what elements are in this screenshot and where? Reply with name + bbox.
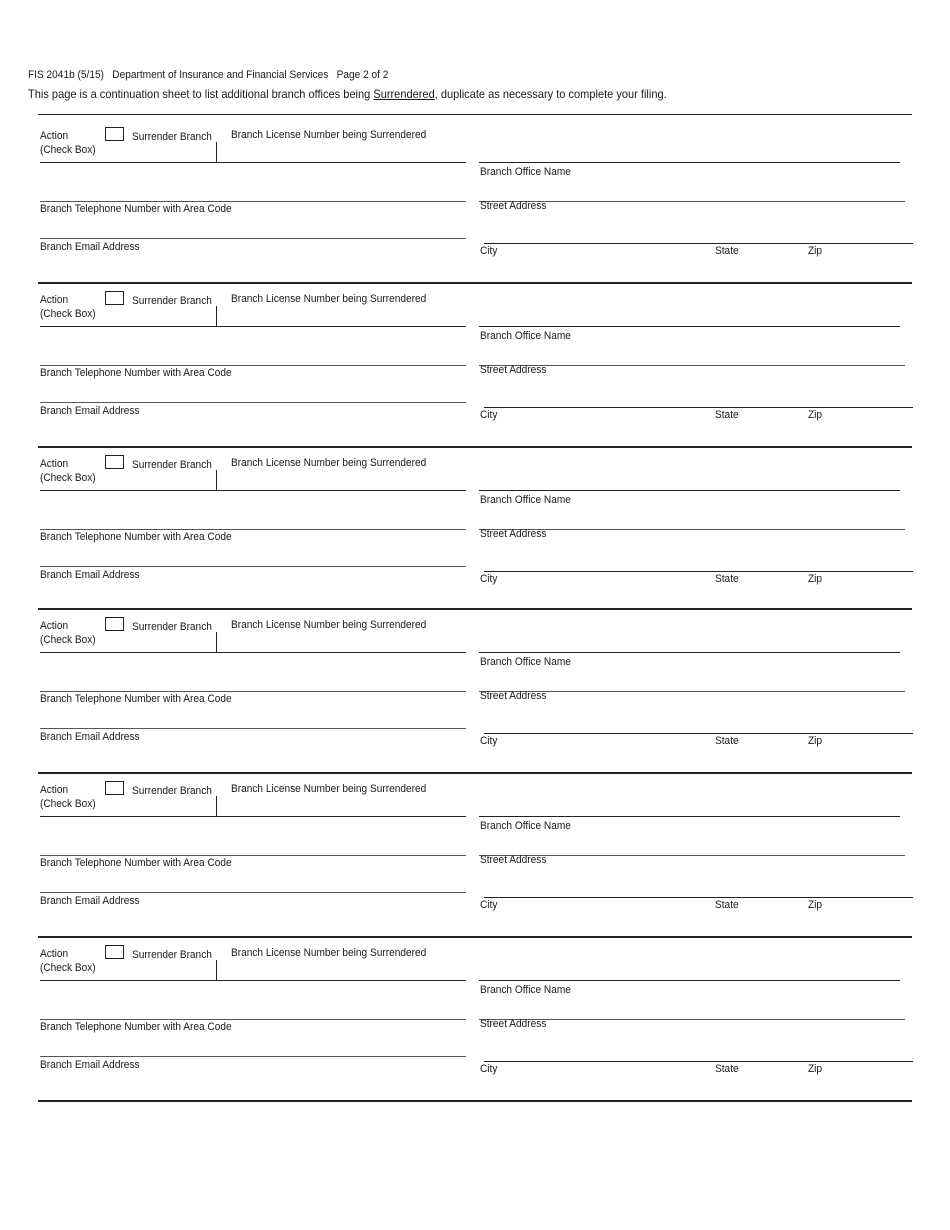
zip-field[interactable] [808, 572, 908, 592]
action-row-underline [40, 816, 466, 817]
city-label: City [480, 735, 498, 747]
action-row-underline [40, 980, 466, 981]
license-number-field[interactable] [220, 306, 465, 326]
action-label: Action [40, 294, 69, 306]
state-field[interactable] [715, 898, 803, 918]
branch-office-name-label: Branch Office Name [480, 494, 571, 506]
street-address-label: Street Address [480, 854, 547, 866]
surrender-branch-checkbox[interactable] [105, 781, 124, 795]
license-number-label: Branch License Number being Surrendered [231, 619, 427, 631]
street-address-field-top[interactable] [480, 670, 905, 690]
street-address-field-top[interactable] [480, 180, 905, 200]
surrender-branch-checkbox[interactable] [105, 291, 124, 305]
action-label: Action [40, 784, 69, 796]
branch-office-name-field[interactable] [480, 468, 900, 490]
zip-field[interactable] [808, 734, 908, 754]
zip-label: Zip [808, 899, 823, 911]
state-label: State [715, 245, 739, 257]
city-field[interactable] [480, 1062, 710, 1082]
surrender-branch-label: Surrender Branch [132, 785, 212, 797]
surrender-branch-checkbox[interactable] [105, 127, 124, 141]
state-label: State [715, 1063, 739, 1075]
branch-office-name-label: Branch Office Name [480, 166, 571, 178]
instruction-text-end: , duplicate as necessary to complete your filing. [434, 87, 667, 101]
license-field-divider [216, 960, 217, 981]
instruction-emphasis: Surrendered [373, 87, 435, 101]
city-label: City [480, 1063, 498, 1075]
license-number-field[interactable] [220, 142, 465, 162]
branch-office-name-field[interactable] [480, 630, 900, 652]
street-address-field[interactable] [484, 706, 912, 730]
license-field-divider [216, 796, 217, 817]
branch-office-name-field[interactable] [480, 958, 900, 980]
check-box-label: (Check Box) [40, 144, 96, 156]
action-row-underline [40, 490, 466, 491]
surrender-branch-label: Surrender Branch [132, 621, 212, 633]
email-line [40, 402, 466, 403]
branch-email-label: Branch Email Address [40, 1059, 140, 1071]
action-label: Action [40, 130, 69, 142]
branch-telephone-label: Branch Telephone Number with Area Code [40, 531, 232, 543]
city-label: City [480, 899, 498, 911]
street-address-field-top[interactable] [480, 998, 905, 1018]
street-address-field-top[interactable] [480, 508, 905, 528]
branch-email-label: Branch Email Address [40, 241, 140, 253]
branch-office-name-field[interactable] [480, 304, 900, 326]
surrender-branch-label: Surrender Branch [132, 295, 212, 307]
branch-telephone-label: Branch Telephone Number with Area Code [40, 367, 232, 379]
action-row-underline [40, 652, 466, 653]
branch-email-label: Branch Email Address [40, 895, 140, 907]
street-address-field-top[interactable] [480, 834, 905, 854]
zip-label: Zip [808, 409, 823, 421]
license-number-field[interactable] [220, 632, 465, 652]
street-address-field[interactable] [484, 216, 912, 240]
state-label: State [715, 409, 739, 421]
surrender-branch-checkbox[interactable] [105, 617, 124, 631]
branch-office-name-label: Branch Office Name [480, 820, 571, 832]
street-address-field[interactable] [484, 544, 912, 568]
license-number-field[interactable] [220, 960, 465, 980]
branch-email-label: Branch Email Address [40, 731, 140, 743]
branch-email-field[interactable] [40, 1035, 466, 1055]
office-name-line [479, 652, 900, 653]
action-row-underline [40, 326, 466, 327]
branch-telephone-field[interactable] [40, 670, 466, 690]
branch-office-name-label: Branch Office Name [480, 656, 571, 668]
office-name-line [479, 980, 900, 981]
surrender-branch-label: Surrender Branch [132, 459, 212, 471]
license-field-divider [216, 142, 217, 163]
email-line [40, 1056, 466, 1057]
top-divider [38, 114, 912, 115]
street-address-field-top[interactable] [480, 344, 905, 364]
zip-field[interactable] [808, 1062, 908, 1082]
instructions [28, 87, 667, 101]
surrender-branch-checkbox[interactable] [105, 455, 124, 469]
zip-field[interactable] [808, 408, 908, 428]
action-label: Action [40, 458, 69, 470]
state-label: State [715, 573, 739, 585]
branch-section-2 [0, 284, 950, 448]
city-field[interactable] [480, 408, 710, 428]
department-name: Department of Insurance and Financial Services [112, 69, 329, 81]
email-line [40, 238, 466, 239]
check-box-label: (Check Box) [40, 962, 96, 974]
check-box-label: (Check Box) [40, 308, 96, 320]
surrender-branch-label: Surrender Branch [132, 949, 212, 961]
city-label: City [480, 573, 498, 585]
street-address-label: Street Address [480, 364, 547, 376]
branch-email-field[interactable] [40, 707, 466, 727]
street-address-label: Street Address [480, 528, 547, 540]
street-address-label: Street Address [480, 200, 547, 212]
zip-label: Zip [808, 735, 823, 747]
check-box-label: (Check Box) [40, 634, 96, 646]
email-line [40, 728, 466, 729]
check-box-label: (Check Box) [40, 798, 96, 810]
license-number-label: Branch License Number being Surrendered [231, 947, 427, 959]
street-address-field[interactable] [484, 870, 912, 894]
zip-label: Zip [808, 573, 823, 585]
instruction-text: This page is a continuation sheet to list additional branch offices being [28, 87, 374, 101]
zip-label: Zip [808, 1063, 823, 1075]
branch-section-6 [0, 938, 950, 1102]
branch-telephone-field[interactable] [40, 344, 466, 364]
street-address-field[interactable] [484, 1034, 912, 1058]
city-field[interactable] [480, 572, 710, 592]
branch-telephone-field[interactable] [40, 998, 466, 1018]
city-field[interactable] [480, 244, 710, 264]
branch-email-field[interactable] [40, 217, 466, 237]
license-number-field[interactable] [220, 796, 465, 816]
branch-email-field[interactable] [40, 381, 466, 401]
page-number: Page 2 of 2 [336, 69, 389, 81]
city-field[interactable] [480, 898, 710, 918]
state-field[interactable] [715, 1062, 803, 1082]
section-divider [38, 1100, 912, 1102]
check-box-label: (Check Box) [40, 472, 96, 484]
office-name-line [479, 490, 900, 491]
license-number-label: Branch License Number being Surrendered [231, 129, 427, 141]
branch-telephone-label: Branch Telephone Number with Area Code [40, 857, 232, 869]
email-line [40, 566, 466, 567]
branch-telephone-label: Branch Telephone Number with Area Code [40, 1021, 232, 1033]
license-number-label: Branch License Number being Surrendered [231, 293, 427, 305]
branch-telephone-field[interactable] [40, 180, 466, 200]
state-field[interactable] [715, 244, 803, 264]
office-name-line [479, 162, 900, 163]
form-header [28, 69, 394, 81]
branch-email-field[interactable] [40, 871, 466, 891]
street-address-label: Street Address [480, 1018, 547, 1030]
email-line [40, 892, 466, 893]
license-field-divider [216, 470, 217, 491]
branch-telephone-field[interactable] [40, 834, 466, 854]
license-field-divider [216, 306, 217, 327]
office-name-line [479, 326, 900, 327]
branch-office-name-field[interactable] [480, 794, 900, 816]
city-field[interactable] [480, 734, 710, 754]
license-number-label: Branch License Number being Surrendered [231, 783, 427, 795]
branch-section-1 [0, 120, 950, 284]
branch-office-name-field[interactable] [480, 140, 900, 162]
street-address-field[interactable] [484, 380, 912, 404]
branch-section-5 [0, 774, 950, 938]
branch-email-field[interactable] [40, 545, 466, 565]
form-id: FIS 2041b (5/15) [28, 69, 104, 81]
branch-telephone-label: Branch Telephone Number with Area Code [40, 203, 232, 215]
street-address-label: Street Address [480, 690, 547, 702]
surrender-branch-label: Surrender Branch [132, 131, 212, 143]
state-field[interactable] [715, 734, 803, 754]
state-field[interactable] [715, 408, 803, 428]
license-number-label: Branch License Number being Surrendered [231, 457, 427, 469]
zip-field[interactable] [808, 244, 908, 264]
action-row-underline [40, 162, 466, 163]
city-label: City [480, 245, 498, 257]
branch-office-name-label: Branch Office Name [480, 984, 571, 996]
license-field-divider [216, 632, 217, 653]
branch-email-label: Branch Email Address [40, 405, 140, 417]
zip-field[interactable] [808, 898, 908, 918]
zip-label: Zip [808, 245, 823, 257]
branch-office-name-label: Branch Office Name [480, 330, 571, 342]
branch-section-4 [0, 610, 950, 774]
state-field[interactable] [715, 572, 803, 592]
branch-telephone-label: Branch Telephone Number with Area Code [40, 693, 232, 705]
office-name-line [479, 816, 900, 817]
branch-email-label: Branch Email Address [40, 569, 140, 581]
branch-section-3 [0, 448, 950, 612]
license-number-field[interactable] [220, 470, 465, 490]
action-label: Action [40, 620, 69, 632]
state-label: State [715, 899, 739, 911]
state-label: State [715, 735, 739, 747]
city-label: City [480, 409, 498, 421]
action-label: Action [40, 948, 69, 960]
surrender-branch-checkbox[interactable] [105, 945, 124, 959]
branch-telephone-field[interactable] [40, 508, 466, 528]
